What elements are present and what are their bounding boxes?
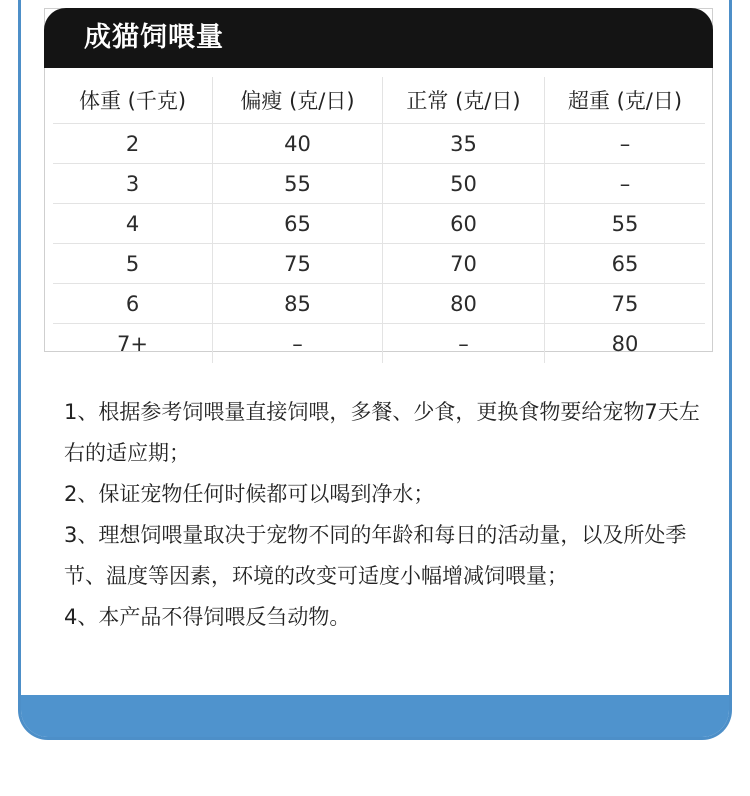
note-item: 1、根据参考饲喂量直接饲喂，多餐、少食，更换食物要给宠物7天左右的适应期； bbox=[64, 400, 700, 465]
cell-overweight: – bbox=[619, 131, 631, 156]
table-title: 成猫饲喂量 bbox=[84, 22, 224, 53]
table-row bbox=[53, 324, 705, 363]
cell-thin: 85 bbox=[213, 284, 383, 323]
note-item: 2、保证宠物任何时候都可以喝到净水； bbox=[64, 482, 435, 506]
table-grid bbox=[53, 77, 705, 363]
cell-overweight: 75 bbox=[611, 291, 639, 316]
cell-weight: 7+ bbox=[53, 324, 213, 363]
table-header-row bbox=[53, 77, 705, 124]
header-overweight: 超重 (克/日) bbox=[567, 89, 683, 113]
cell-normal: 70 bbox=[383, 244, 545, 283]
cell-normal: – bbox=[383, 324, 545, 363]
header-weight: 体重 (千克) bbox=[53, 77, 213, 123]
cell-thin: 40 bbox=[213, 124, 383, 163]
cell-thin: – bbox=[213, 324, 383, 363]
table-row bbox=[53, 244, 705, 284]
cell-normal: 80 bbox=[383, 284, 545, 323]
cell-normal: 50 bbox=[383, 164, 545, 203]
cell-weight: 2 bbox=[53, 124, 213, 163]
header-thin: 偏瘦 (克/日) bbox=[213, 77, 383, 123]
cell-thin: 65 bbox=[213, 204, 383, 243]
note-item: 4、本产品不得饲喂反刍动物。 bbox=[64, 605, 351, 629]
cell-overweight: – bbox=[619, 171, 631, 196]
cell-normal: 60 bbox=[383, 204, 545, 243]
table-row bbox=[53, 164, 705, 204]
table-row bbox=[53, 284, 705, 324]
cell-weight: 6 bbox=[53, 284, 213, 323]
cell-thin: 55 bbox=[213, 164, 383, 203]
cell-normal: 35 bbox=[383, 124, 545, 163]
note-item: 3、理想饲喂量取决于宠物不同的年龄和每日的活动量，以及所处季节、温度等因素，环境的改变可适度小幅增减饲喂量； bbox=[64, 523, 687, 588]
cell-weight: 4 bbox=[53, 204, 213, 243]
table-row bbox=[53, 204, 705, 244]
cell-weight: 5 bbox=[53, 244, 213, 283]
cell-overweight: 80 bbox=[611, 331, 639, 356]
cell-overweight: 65 bbox=[611, 251, 639, 276]
card-footer-band bbox=[21, 695, 729, 737]
feeding-notes bbox=[64, 392, 714, 638]
cell-weight: 3 bbox=[53, 164, 213, 203]
table-row bbox=[53, 124, 705, 164]
feeding-table bbox=[44, 8, 713, 356]
table-title-bar bbox=[44, 8, 713, 68]
header-normal: 正常 (克/日) bbox=[383, 77, 545, 123]
cell-thin: 75 bbox=[213, 244, 383, 283]
cell-overweight: 55 bbox=[611, 211, 639, 236]
